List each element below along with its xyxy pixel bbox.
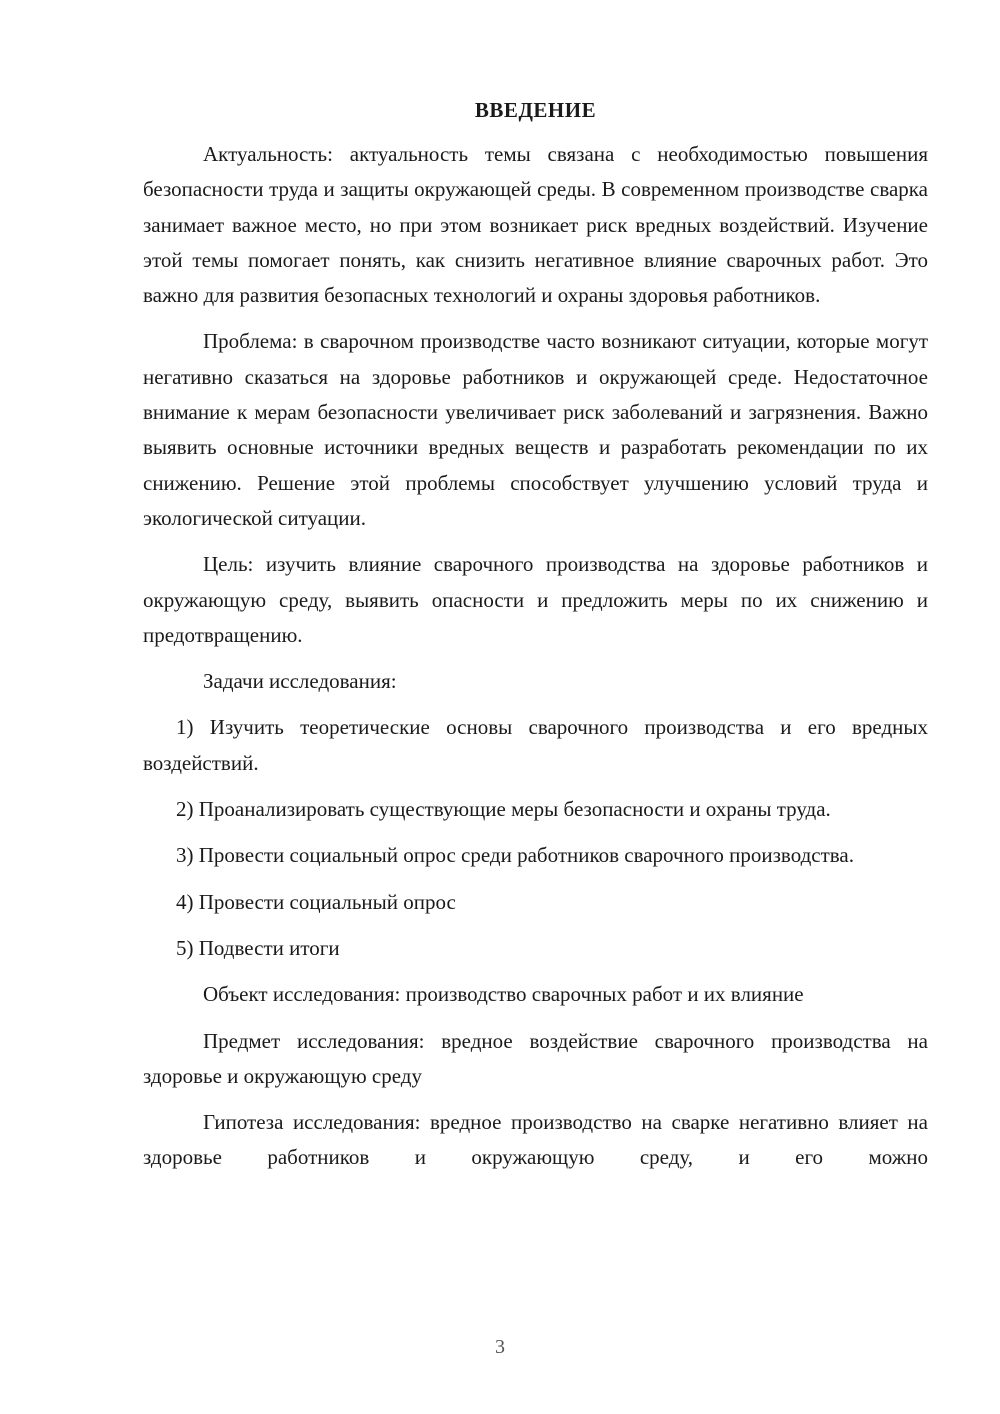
paragraph-hypothesis: Гипотеза исследования: вредное производство на сварке негативно влияет на здоровье работников и окружающую среду, и его можно [143,1110,928,1170]
document-page [143,95,928,1187]
task-item-1: 1) Изучить теоретические основы сварочного производства и его вредных воздействий. [143,715,928,775]
page-title: ВВЕДЕНИЕ [474,98,597,122]
task-item-2: 2) Проанализировать существующие меры безопасности и охраны труда. [176,797,831,822]
paragraph-tasks-heading: Задачи исследования: [203,669,397,694]
paragraph-relevance: Актуальность: актуальность темы связана с необходимостью повышения безопасности труда и защиты окружающей среды. В современном производстве сварка занимает важное место, но при этом возникает риск вредных воздействий. Изучение этой темы помогает понять, как снизить негативное влияние сварочных работ. Это важно для развития безопасных технологий и охраны здоровья работников. [143,142,928,308]
page-number: 3 [495,1336,505,1358]
paragraph-subject: Предмет исследования: вредное воздействие сварочного производства на здоровье и окружающую среду [143,1028,928,1088]
paragraph-object: Объект исследования: производство сварочных работ и их влияние [203,982,804,1007]
paragraph-problem: Проблема: в сварочном производстве часто возникают ситуации, которые могут негативно сказаться на здоровье работников и окружающей среде. Недостаточное внимание к мерам безопасности увеличивает риск заболеваний и загрязнения. Важно выявить основные источники вредных веществ и разработать рекомендации по их снижению. Решение этой проблемы способствует улучшению условий труда и экологической ситуации. [143,329,928,530]
task-item-4: 4) Провести социальный опрос [176,889,456,914]
paragraph-goal: Цель: изучить влияние сварочного производства на здоровье работников и окружающую среду, выявить опасности и предложить меры по их снижению и предотвращению. [143,552,928,647]
task-item-5: 5) Подвести итоги [176,935,340,960]
task-item-3: 3) Провести социальный опрос среди работников сварочного производства. [176,843,854,868]
